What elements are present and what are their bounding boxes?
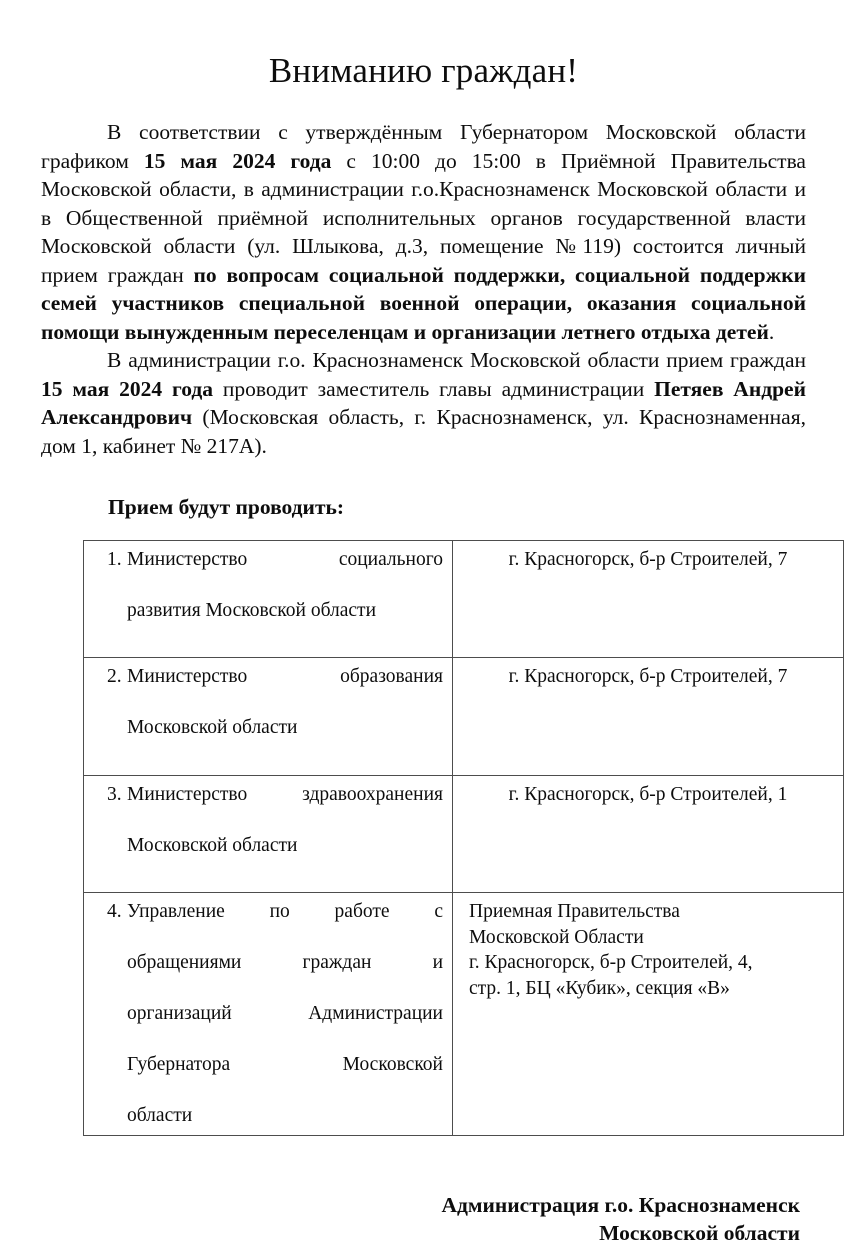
paragraph-schedule-topics: по вопросам социальной поддержки, социальной поддержки семей участников специальной военной операции, оказания социальной помощи вынужденным переселенцам и организации летнего отдыха детей	[41, 262, 806, 344]
address-line-1: г. Красногорск, б-р Строителей, 7	[508, 548, 788, 570]
organization-name-line-1: Министерство здравоохранения	[127, 783, 443, 805]
table-row	[84, 775, 844, 893]
organization-name-line-2: развития Московской области	[127, 599, 377, 621]
table-row	[84, 658, 844, 776]
paragraph-local-reception	[41, 346, 806, 460]
paragraph-local-part2: проводит заместитель главы администрации	[212, 376, 655, 401]
document-signature	[41, 1191, 806, 1247]
table-row	[84, 540, 844, 658]
table-cell-organization	[84, 893, 453, 1136]
table-cell-organization	[84, 540, 453, 658]
organization-name	[127, 664, 443, 741]
paragraph-schedule	[41, 118, 806, 346]
organization-name-line-2: Московской области	[127, 717, 298, 738]
signature-line-1: Администрация г.о. Краснознаменск	[441, 1192, 800, 1217]
organization-item	[93, 782, 443, 859]
address-line-1: г. Красногорск, б-р Строителей, 1	[508, 783, 788, 805]
cell-spacer	[93, 623, 443, 651]
table-heading: Прием будут проводить:	[108, 495, 345, 519]
organization-name-line-3: организаций Администрации	[127, 1003, 443, 1024]
list-number: 1.	[107, 548, 122, 570]
paragraph-schedule-part3: .	[768, 319, 775, 344]
address-line-1: Приемная Правительства	[469, 901, 680, 922]
address-line-4: стр. 1, БЦ «Кубик», секция «В»	[469, 977, 730, 999]
table-cell-address	[453, 540, 844, 658]
paragraph-local-official-name: Петяев Андрей Александрович	[41, 376, 806, 429]
organization-name-line-5: области	[127, 1105, 193, 1126]
paragraph-schedule-part2: с 10:00 до 15:00 в Приёмной Правительства Московской области, в администрации г.о.Краснознаменск Московской области и в Общественной приёмной исполнительных органов государственной власти Московской области (ул. Шлыкова, д.3, помещение №119) состоится личный прием граждан	[41, 148, 806, 287]
page-title: Вниманию граждан!	[268, 51, 579, 90]
address-line-1: г. Красногорск, б-р Строителей, 7	[508, 666, 788, 687]
table-cell-address	[453, 775, 844, 893]
list-number: 3.	[107, 783, 122, 805]
organization-name	[127, 547, 443, 624]
signature-line-2: Московской области	[599, 1220, 800, 1245]
cell-spacer	[93, 741, 443, 769]
address-line-3: г. Красногорск, б-р Строителей, 4,	[469, 952, 753, 973]
paragraph-local-part3: (Московская область, г. Краснознаменск, ул. Краснознаменная, дом 1, кабинет № 217А).	[41, 405, 806, 458]
organization-name-line-4: Губернатора Московской	[127, 1054, 443, 1075]
reception-table	[83, 540, 844, 1136]
paragraph-local-part1: В администрации г.о. Краснознаменск Московской области прием граждан	[107, 348, 806, 372]
paragraph-local-date: 15 мая 2024 года	[41, 376, 213, 401]
organization-name	[127, 899, 443, 1129]
paragraph-schedule-part1: В соответствии с утверждённым Губернатором Московской области графиком	[41, 120, 806, 173]
organization-name	[127, 782, 443, 859]
list-number: 2.	[107, 666, 122, 687]
list-number: 4.	[107, 901, 122, 922]
document-body	[41, 118, 806, 1247]
table-cell-address	[453, 893, 844, 1136]
table-cell-organization	[84, 775, 453, 893]
address-line-2: Московской Области	[469, 926, 644, 948]
organization-name-line-1: Министерство социального	[127, 548, 443, 570]
cell-spacer	[93, 858, 443, 886]
organization-name-line-1: Управление по работе с	[127, 901, 443, 922]
table-row	[84, 893, 844, 1136]
organization-item	[93, 547, 443, 624]
table-cell-address	[453, 658, 844, 776]
table-cell-organization	[84, 658, 453, 776]
paragraph-schedule-date: 15 мая 2024 года	[143, 148, 332, 173]
organization-name-line-2: Московской области	[127, 834, 298, 856]
organization-name-line-2: обращениями граждан и	[127, 952, 443, 973]
organization-item	[93, 664, 443, 741]
organization-name-line-1: Министерство образования	[127, 666, 443, 687]
organization-item	[93, 899, 443, 1129]
